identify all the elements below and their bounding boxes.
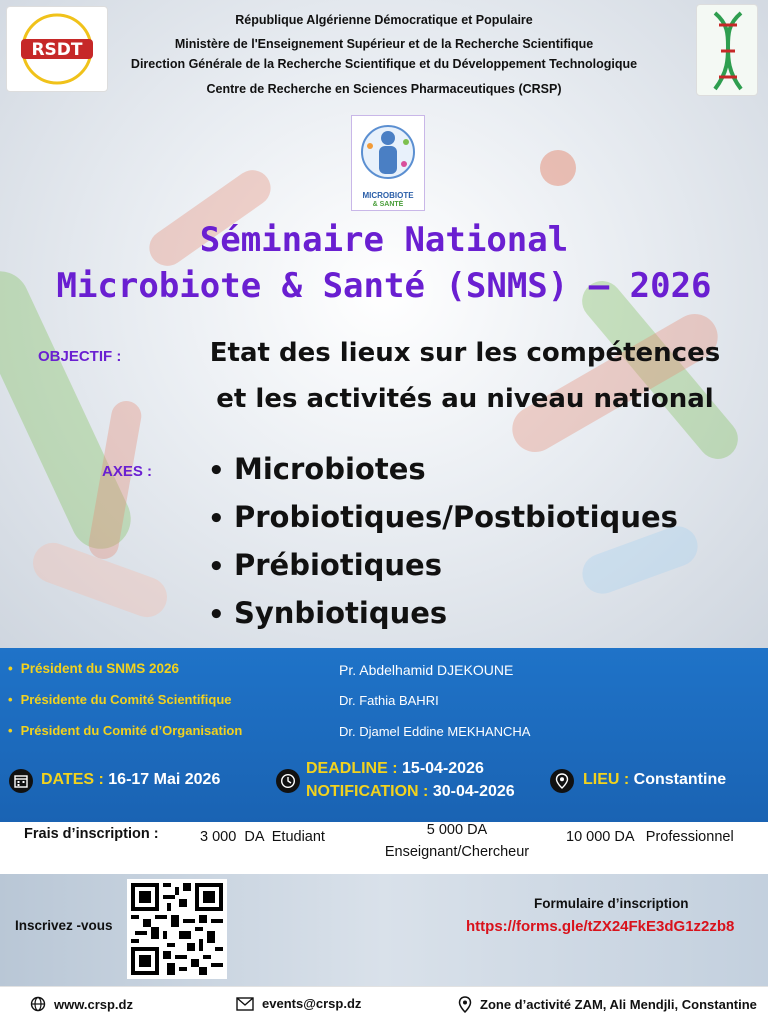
clock-icon xyxy=(276,769,300,793)
seminar-title-line-1: Séminaire National xyxy=(199,220,569,260)
fee-professional: 10 000 DA Professionnel xyxy=(566,829,734,845)
footer-website[interactable] xyxy=(30,996,133,1012)
axes-label: AXES : xyxy=(102,463,153,480)
deadline-value: 15-04-2026 xyxy=(402,760,484,777)
notification-block xyxy=(306,783,515,801)
objective-label: OBJECTIF : xyxy=(38,348,122,365)
fee-teacher-label: Enseignant/Chercheur xyxy=(384,844,530,860)
role-organisation: • Président du Comité d’Organisation xyxy=(8,723,242,738)
footer-website-text: www.crsp.dz xyxy=(54,996,133,1012)
person-scientific: Dr. Fathia BAHRI xyxy=(339,693,439,708)
header-line-3: Direction Générale de la Recherche Scientifique et du Développement Technologique xyxy=(130,57,638,71)
lieu-value: Constantine xyxy=(633,771,727,788)
axis-item: • Synbiotiques xyxy=(208,596,447,630)
microbiote-sante-logo xyxy=(351,115,425,211)
deadline-label: DEADLINE : xyxy=(306,760,398,777)
dna-logo xyxy=(696,4,758,96)
fee-teacher-amount: 5 000 DA xyxy=(426,822,488,838)
form-label: Formulaire d’inscription xyxy=(534,896,689,911)
footer-email[interactable] xyxy=(236,996,361,1011)
register-label: Inscrivez -vous xyxy=(15,918,113,933)
location-pin-icon xyxy=(550,769,574,793)
deadline-block xyxy=(306,760,484,778)
dates-label: DATES : xyxy=(41,771,104,788)
form-link[interactable]: https://forms.gle/tZX24FkE3dG1z2zb8 xyxy=(466,918,735,935)
dates-block xyxy=(41,771,220,789)
person-organisation: Dr. Djamel Eddine MEKHANCHA xyxy=(339,724,531,739)
qr-code[interactable] xyxy=(127,879,227,979)
rsdt-logo-text: RSDT xyxy=(31,40,83,60)
location-pin-icon xyxy=(458,996,472,1013)
dates-value: 16-17 Mai 2026 xyxy=(108,771,221,788)
notification-value: 30-04-2026 xyxy=(432,783,515,800)
globe-icon xyxy=(30,996,46,1012)
role-president: • Président du SNMS 2026 xyxy=(8,661,179,676)
logo-text-1: MICROBIOTE xyxy=(362,191,414,200)
fees-label: Frais d’inscription : xyxy=(24,826,159,842)
axis-item: • Probiotiques/Postbiotiques xyxy=(208,500,678,534)
footer-email-text: events@crsp.dz xyxy=(262,996,362,1011)
lieu-block xyxy=(583,771,726,789)
footer-address-text: Zone d’activité ZAM, Ali Mendjli, Constantine xyxy=(480,997,757,1012)
header-line-2: Ministère de l'Enseignement Supérieur et de la Recherche Scientifique xyxy=(174,37,594,51)
logo-text-2: & SANTÉ xyxy=(372,201,404,208)
footer-address xyxy=(458,996,757,1013)
rsdt-logo xyxy=(6,6,108,92)
fee-student: 3 000 DA Etudiant xyxy=(200,829,325,845)
notification-label: NOTIFICATION : xyxy=(306,783,429,800)
axis-item: • Microbiotes xyxy=(208,452,426,486)
seminar-title-line-2: Microbiote & Santé (SNMS) – 2026 xyxy=(56,266,712,306)
objective-line-2: et les activités au niveau national xyxy=(216,384,714,414)
objective-line-1: Etat des lieux sur les compétences xyxy=(209,338,721,368)
header-line-4: Centre de Recherche en Sciences Pharmaceutiques (CRSP) xyxy=(206,82,562,96)
person-president: Pr. Abdelhamid DJEKOUNE xyxy=(339,662,514,678)
calendar-icon xyxy=(9,769,33,793)
mail-icon xyxy=(236,997,254,1011)
role-scientific: • Présidente du Comité Scientifique xyxy=(8,692,232,707)
lieu-label: LIEU : xyxy=(583,771,630,788)
header-line-1: République Algérienne Démocratique et Populaire xyxy=(235,13,533,27)
axis-item: • Prébiotiques xyxy=(208,548,442,582)
